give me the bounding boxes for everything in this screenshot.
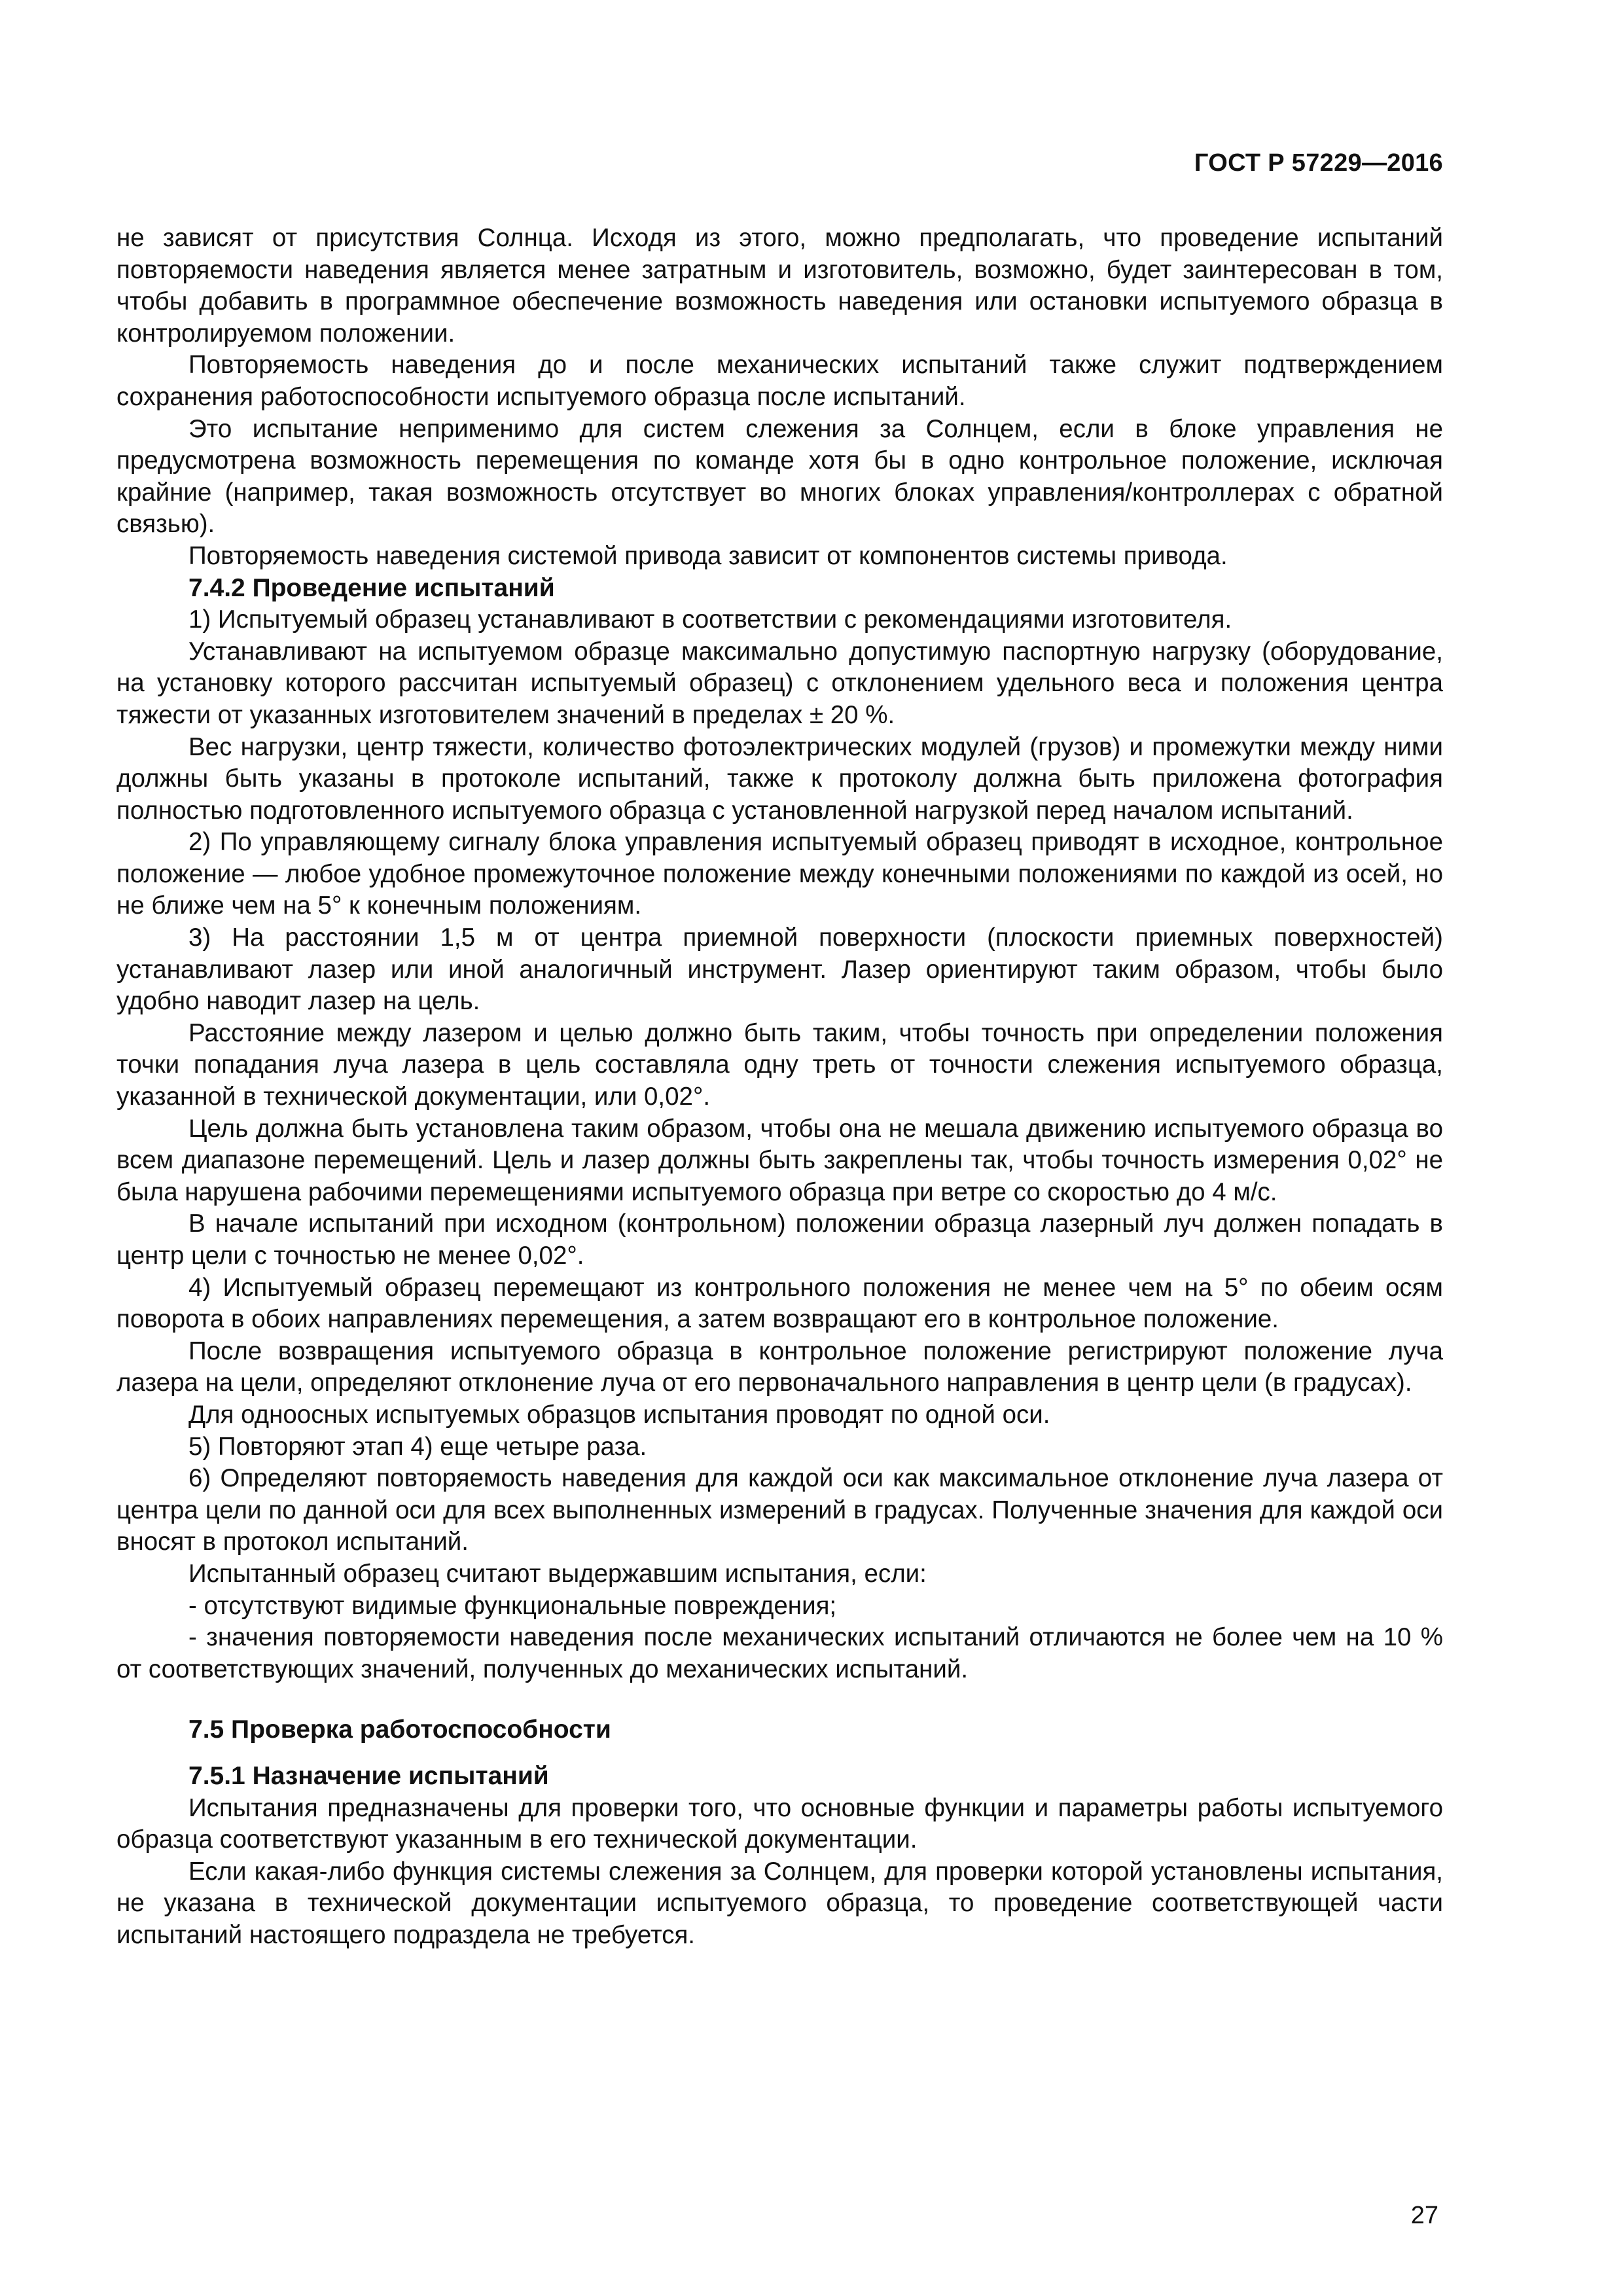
paragraph: Испытания предназначены для проверки того, что основные функции и параметры работы испытуемого образца соответствуют указанным в его технической документации. — [116, 1793, 1443, 1854]
paragraph: Повторяемость наведения системой привода зависит от компонентов системы привода. — [188, 541, 1228, 570]
paragraph: 4) Испытуемый образец перемещают из контрольного положения не менее чем на 5° по обеим осям поворота в обоих направлениях перемещения, а затем возвращают его в контрольное положение. — [116, 1273, 1443, 1334]
paragraph: В начале испытаний при исходном (контрольном) положении образца лазерный луч должен попадать в центр цели с точностью не менее 0,02°. — [116, 1210, 1443, 1270]
paragraph: Для одноосных испытуемых образцов испытания проводят по одной оси. — [188, 1400, 1050, 1429]
paragraph: Устанавливают на испытуемом образце максимально допустимую паспортную нагрузку (оборудование, на установку которого рассчитан испытуемый образец) с отклонением удельного веса и положения центра тяжести от указанных изготовителем значений в пределах ± 20 %. — [116, 637, 1443, 729]
paragraph: Это испытание неприменимо для систем слежения за Солнцем, если в блоке управления не предусмотрена возможность перемещения по команде хотя бы в одно контрольное положение, исключая крайние (например, такая возможность отсутствует во многих блоках управления/контроллерах с обратной связью). — [116, 414, 1443, 539]
page-number: 27 — [1410, 2202, 1438, 2229]
section-heading-7-5-1: 7.5.1 Назначение испытаний — [188, 1761, 549, 1790]
paragraph: Цель должна быть установлена таким образом, чтобы она не мешала движению испытуемого образца во всем диапазоне перемещений. Цель и лазер должны быть закреплены так, чтобы точность измерения 0,02° не была нарушена рабочими перемещениями испытуемого образца при ветре со скоростью до 4 м/с. — [116, 1114, 1443, 1206]
paragraph: 1) Испытуемый образец устанавливают в соответствии с рекомендациями изготовителя. — [188, 605, 1232, 634]
standard-code: ГОСТ Р 57229—2016 — [1194, 149, 1443, 177]
paragraph: Повторяемость наведения до и после механических испытаний также служит подтверждением сохранения работоспособности испытуемого образца после испытаний. — [116, 351, 1443, 411]
paragraph: 2) По управляющему сигналу блока управления испытуемый образец приводят в исходное, контрольное положение — любое удобное промежуточное положение между конечными положениями по каждой из осей, но не ближе чем на 5° к конечным положениям. — [116, 828, 1443, 920]
paragraph: Вес нагрузки, центр тяжести, количество фотоэлектрических модулей (грузов) и промежутки между ними должны быть указаны в протоколе испытаний, также к протоколу должна быть приложена фотография полностью подготовленного испытуемого образца с установленной нагрузкой перед началом испытаний. — [116, 732, 1443, 825]
paragraph: Если какая-либо функция системы слежения за Солнцем, для проверки которой установлены испытания, не указана в технической документации испытуемого образца, то проведение соответствующей части испытаний настоящего подраздела не требуется. — [116, 1857, 1443, 1949]
list-item: - отсутствуют видимые функциональные повреждения; — [188, 1591, 837, 1620]
paragraph: не зависят от присутствия Солнца. Исходя из этого, можно предполагать, что проведение испытаний повторяемости наведения является менее затратным и изготовитель, возможно, будет заинтересован в том, чтобы добавить в программное обеспечение возможность наведения или остановки испытуемого образца в контролируемом положении. — [116, 224, 1443, 348]
section-heading-7-4-2: 7.4.2 Проведение испытаний — [188, 573, 555, 602]
paragraph: 3) На расстоянии 1,5 м от центра приемной поверхности (плоскости приемных поверхностей) устанавливают лазер или иной аналогичный инструмент. Лазер ориентируют таким образом, чтобы было удобно наводит лазер на цель. — [116, 924, 1443, 1016]
paragraph: 5) Повторяют этап 4) еще четыре раза. — [188, 1432, 647, 1461]
paragraph: Расстояние между лазером и целью должно быть таким, чтобы точность при определении положения точки попадания луча лазера в цель составляла одну треть от точности слежения испытуемого образца, указанной в технической документации, или 0,02°. — [116, 1018, 1443, 1111]
paragraph: 6) Определяют повторяемость наведения для каждой оси как максимальное отклонение луча лазера от центра цели по данной оси для всех выполненных измерений в градусах. Полученные значения для каждой оси вносят в протокол испытаний. — [116, 1464, 1443, 1556]
section-heading-7-5: 7.5 Проверка работоспособности — [188, 1715, 611, 1744]
paragraph: Испытанный образец считают выдержавшим испытания, если: — [188, 1559, 927, 1588]
page-body — [116, 223, 1443, 1951]
list-item: - значения повторяемости наведения после механических испытаний отличаются не более чем на 10 % от соответствующих значений, полученных до механических испытаний. — [116, 1623, 1443, 1683]
paragraph: После возвращения испытуемого образца в контрольное положение регистрируют положение луча лазера на цели, определяют отклонение луча от его первоначального направления в центр цели (в градусах). — [116, 1336, 1443, 1397]
